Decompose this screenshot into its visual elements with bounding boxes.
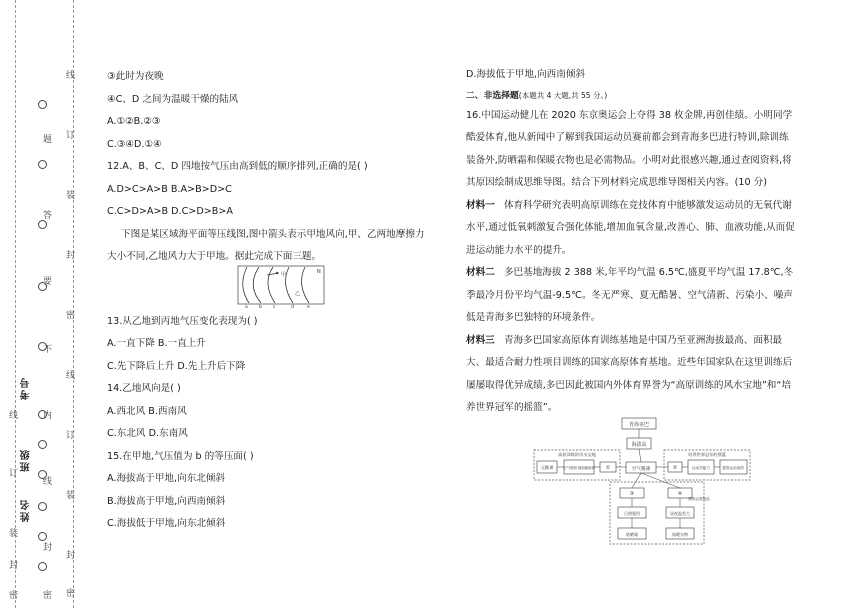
right-column <box>466 64 796 420</box>
margin-glyph: 订 <box>9 469 19 479</box>
question-14: 14.乙地风向是( ) <box>107 383 181 394</box>
margin-glyph: 内 <box>43 411 53 421</box>
margin-circle <box>38 342 47 351</box>
node-improve: 提高运动成绩 <box>722 466 744 470</box>
passage-text: 下图是某区域海平面等压线图,图中箭头表示甲地风向,甲、乙两地摩擦力 <box>121 228 425 240</box>
margin-glyph: 订 <box>66 131 76 141</box>
margin-glyph: 要 <box>43 277 53 287</box>
margin-circle <box>38 282 47 291</box>
margin-dashed-line <box>15 0 16 608</box>
margin-circle <box>38 532 47 541</box>
margin-glyph: 封 <box>66 551 76 561</box>
question-13: 13.从乙地到丙地气压变化表现为( ) <box>107 315 258 327</box>
blank-2: ② <box>672 465 678 471</box>
margin-circle <box>38 410 47 419</box>
margin-glyph: 线 <box>43 477 53 487</box>
material-3-title: 材料三 <box>466 334 495 346</box>
answer-option: D.海拔低于甲地,向西南倾斜 <box>466 69 586 80</box>
margin-dashed-line <box>73 0 74 608</box>
margin-circle <box>38 100 47 109</box>
fig-label-yi: 乙 <box>295 290 301 297</box>
answer-options: C.③④D.①④ <box>107 138 162 150</box>
section-title: 二、非选择题 <box>466 90 519 101</box>
section-heading <box>466 87 796 105</box>
margin-circle <box>38 502 47 511</box>
answer-option: A.海拔高于甲地,向东北倾斜 <box>107 473 226 484</box>
side-note: 携带必需物品 <box>688 497 710 501</box>
material-2-text: 多巴基地海拔 2 388 米,年平均气温 6.5℃,盛夏平均气温 17.8℃,冬季最冷月份平均气温-9.5℃。冬无严寒、夏无酷暑、空气清新、污染小、噪声低是青海多巴独特的环境条件。 <box>466 267 794 323</box>
fig-label-jia: 甲 <box>281 271 287 278</box>
exam-number-label: 考号 <box>21 376 32 400</box>
fig-label-e: e <box>307 304 310 309</box>
name-label: 姓名 <box>21 498 32 522</box>
margin-glyph: 线 <box>66 71 76 81</box>
margin-glyph: 题 <box>43 135 53 145</box>
margin-circle <box>38 470 47 479</box>
material-2 <box>466 262 796 330</box>
margin-circle <box>38 220 47 229</box>
question-12: 12.A、B、C、D 四地按气压由高到低的顺序排列,正确的是( ) <box>107 161 368 172</box>
margin-glyph: 装 <box>66 491 76 501</box>
node-athlete: 运动员能力 <box>692 466 710 470</box>
fig-label-c: c <box>273 304 276 309</box>
node-strong-sun: 日照强烈 <box>624 511 640 516</box>
margin-glyph: 线 <box>66 371 76 381</box>
blank-4: ④ <box>677 491 683 497</box>
margin-glyph: 密 <box>9 591 19 601</box>
margin-glyph: 装 <box>66 191 76 201</box>
left-column <box>107 66 452 536</box>
fig-label-b: b <box>259 304 262 309</box>
margin-glyph: 装 <box>9 529 19 539</box>
answer-options: A.一直下降 B.一直上升 <box>107 338 206 349</box>
answer-options: A.①②B.②③ <box>107 116 161 127</box>
question-15: 15.在甲地,气压值为 b 的等压面( ) <box>107 450 254 462</box>
node-thin-air: 空气稀薄 <box>631 467 651 472</box>
isobar-figure <box>237 265 452 311</box>
section-note: (本题共 4 大题,共 55 分。) <box>518 90 608 100</box>
margin-glyph: 密 <box>43 591 53 601</box>
answer-options: A.西北风 B.西南风 <box>107 405 187 417</box>
node-altitude: 海拔高 <box>631 442 647 448</box>
answer-option: B.海拔高于甲地,向西南倾斜 <box>107 495 226 507</box>
blank-3: ③ <box>629 491 635 497</box>
answer-options: A.D>C>A>B B.A>B>D>C <box>107 183 232 195</box>
margin-circle <box>38 562 47 571</box>
fig-label-d: d <box>291 304 294 309</box>
margin-circle <box>38 440 47 449</box>
passage-text: 大小不同,乙地风力大于甲地。据此完成下面三题。 <box>107 251 322 262</box>
node-atmosphere: 大气削弱 地面辐射弱 <box>563 466 595 470</box>
left-group-header: 高原训练的风水宝地 <box>558 452 596 457</box>
margin-glyph: 密 <box>66 311 76 321</box>
margin-glyph: 封 <box>66 251 76 261</box>
right-group-header: 培养世界冠军的摇篮 <box>688 452 726 457</box>
margin-glyph: 封 <box>43 543 53 553</box>
margin-glyph: 答 <box>43 211 53 221</box>
answer-option: C.海拔低于甲地,向东北倾斜 <box>107 518 226 529</box>
answer-options: C.先下降后上升 D.先上升后下降 <box>107 360 246 372</box>
node-sunscreen: 防晒霜 <box>626 532 638 537</box>
material-1-text: 体育科学研究表明高原训练在竞技体育中能够激发运动员的无氧代谢水平,通过低氧刺激复合强化体能,增加血氧含量,改善心、肺、血液功能,从而促进运动能力水平的提升。 <box>466 199 795 256</box>
isobar-map <box>237 265 327 309</box>
node-no-heat: 无酷暑 <box>540 465 554 470</box>
material-3 <box>466 330 796 420</box>
answer-options: C.东北风 D.东南风 <box>107 428 188 439</box>
margin-glyph: 订 <box>66 431 76 441</box>
question-16: 16.中国运动健儿在 2020 东京奥运会上夺得 38 枚金牌,再创佳绩。小明同学酷爱体育,他从新闻中了解到我国运动员赛前都会到青海多巴进行特训,除训练装备外,防晒霜和保暖衣物也是必需物品。小明对此很感兴趣,通过查阅资料,将其原因绘制成思维导图。结合下列材料完成思维导图相关内容。(10 分) <box>466 109 793 188</box>
fig-north-label: N <box>317 268 321 275</box>
option-line: ④C、D 之间为温暖干燥的陆风 <box>107 93 239 105</box>
material-2-title: 材料二 <box>466 267 495 278</box>
answer-options: C.C>D>A>B D.C>D>B>A <box>107 206 233 217</box>
mind-map-diagram <box>532 416 752 546</box>
material-1 <box>466 195 796 263</box>
node-warm-clothes: 保暖衣物 <box>672 532 688 537</box>
node-temp-range: 昼夜温差大 <box>670 511 690 516</box>
margin-glyph: 密 <box>66 589 76 599</box>
class-label: 班级 <box>21 448 32 472</box>
node-top: 青海多巴 <box>628 422 650 428</box>
binding-margin <box>0 0 95 608</box>
fig-label-a: a <box>245 304 248 309</box>
margin-glyph: 不 <box>43 345 53 355</box>
margin-circle <box>38 160 47 169</box>
material-1-title: 材料一 <box>466 199 495 211</box>
margin-glyph: 线 <box>9 411 19 421</box>
blank-1: ① <box>605 465 611 471</box>
option-line: ③此时为夜晚 <box>107 71 164 82</box>
material-3-text: 青海多巴国家高原体育训练基地是中国乃至亚洲海拔最高、面积最大、最适合耐力性项目训练的国家高原体育基地。近些年国家队在这里训练后屡屡取得优异成绩,多巴因此被国内外体育界誉为“高原训练的风水宝地”和“培养世界冠军的摇篮”。 <box>466 334 793 413</box>
margin-glyph: 封 <box>9 561 19 571</box>
